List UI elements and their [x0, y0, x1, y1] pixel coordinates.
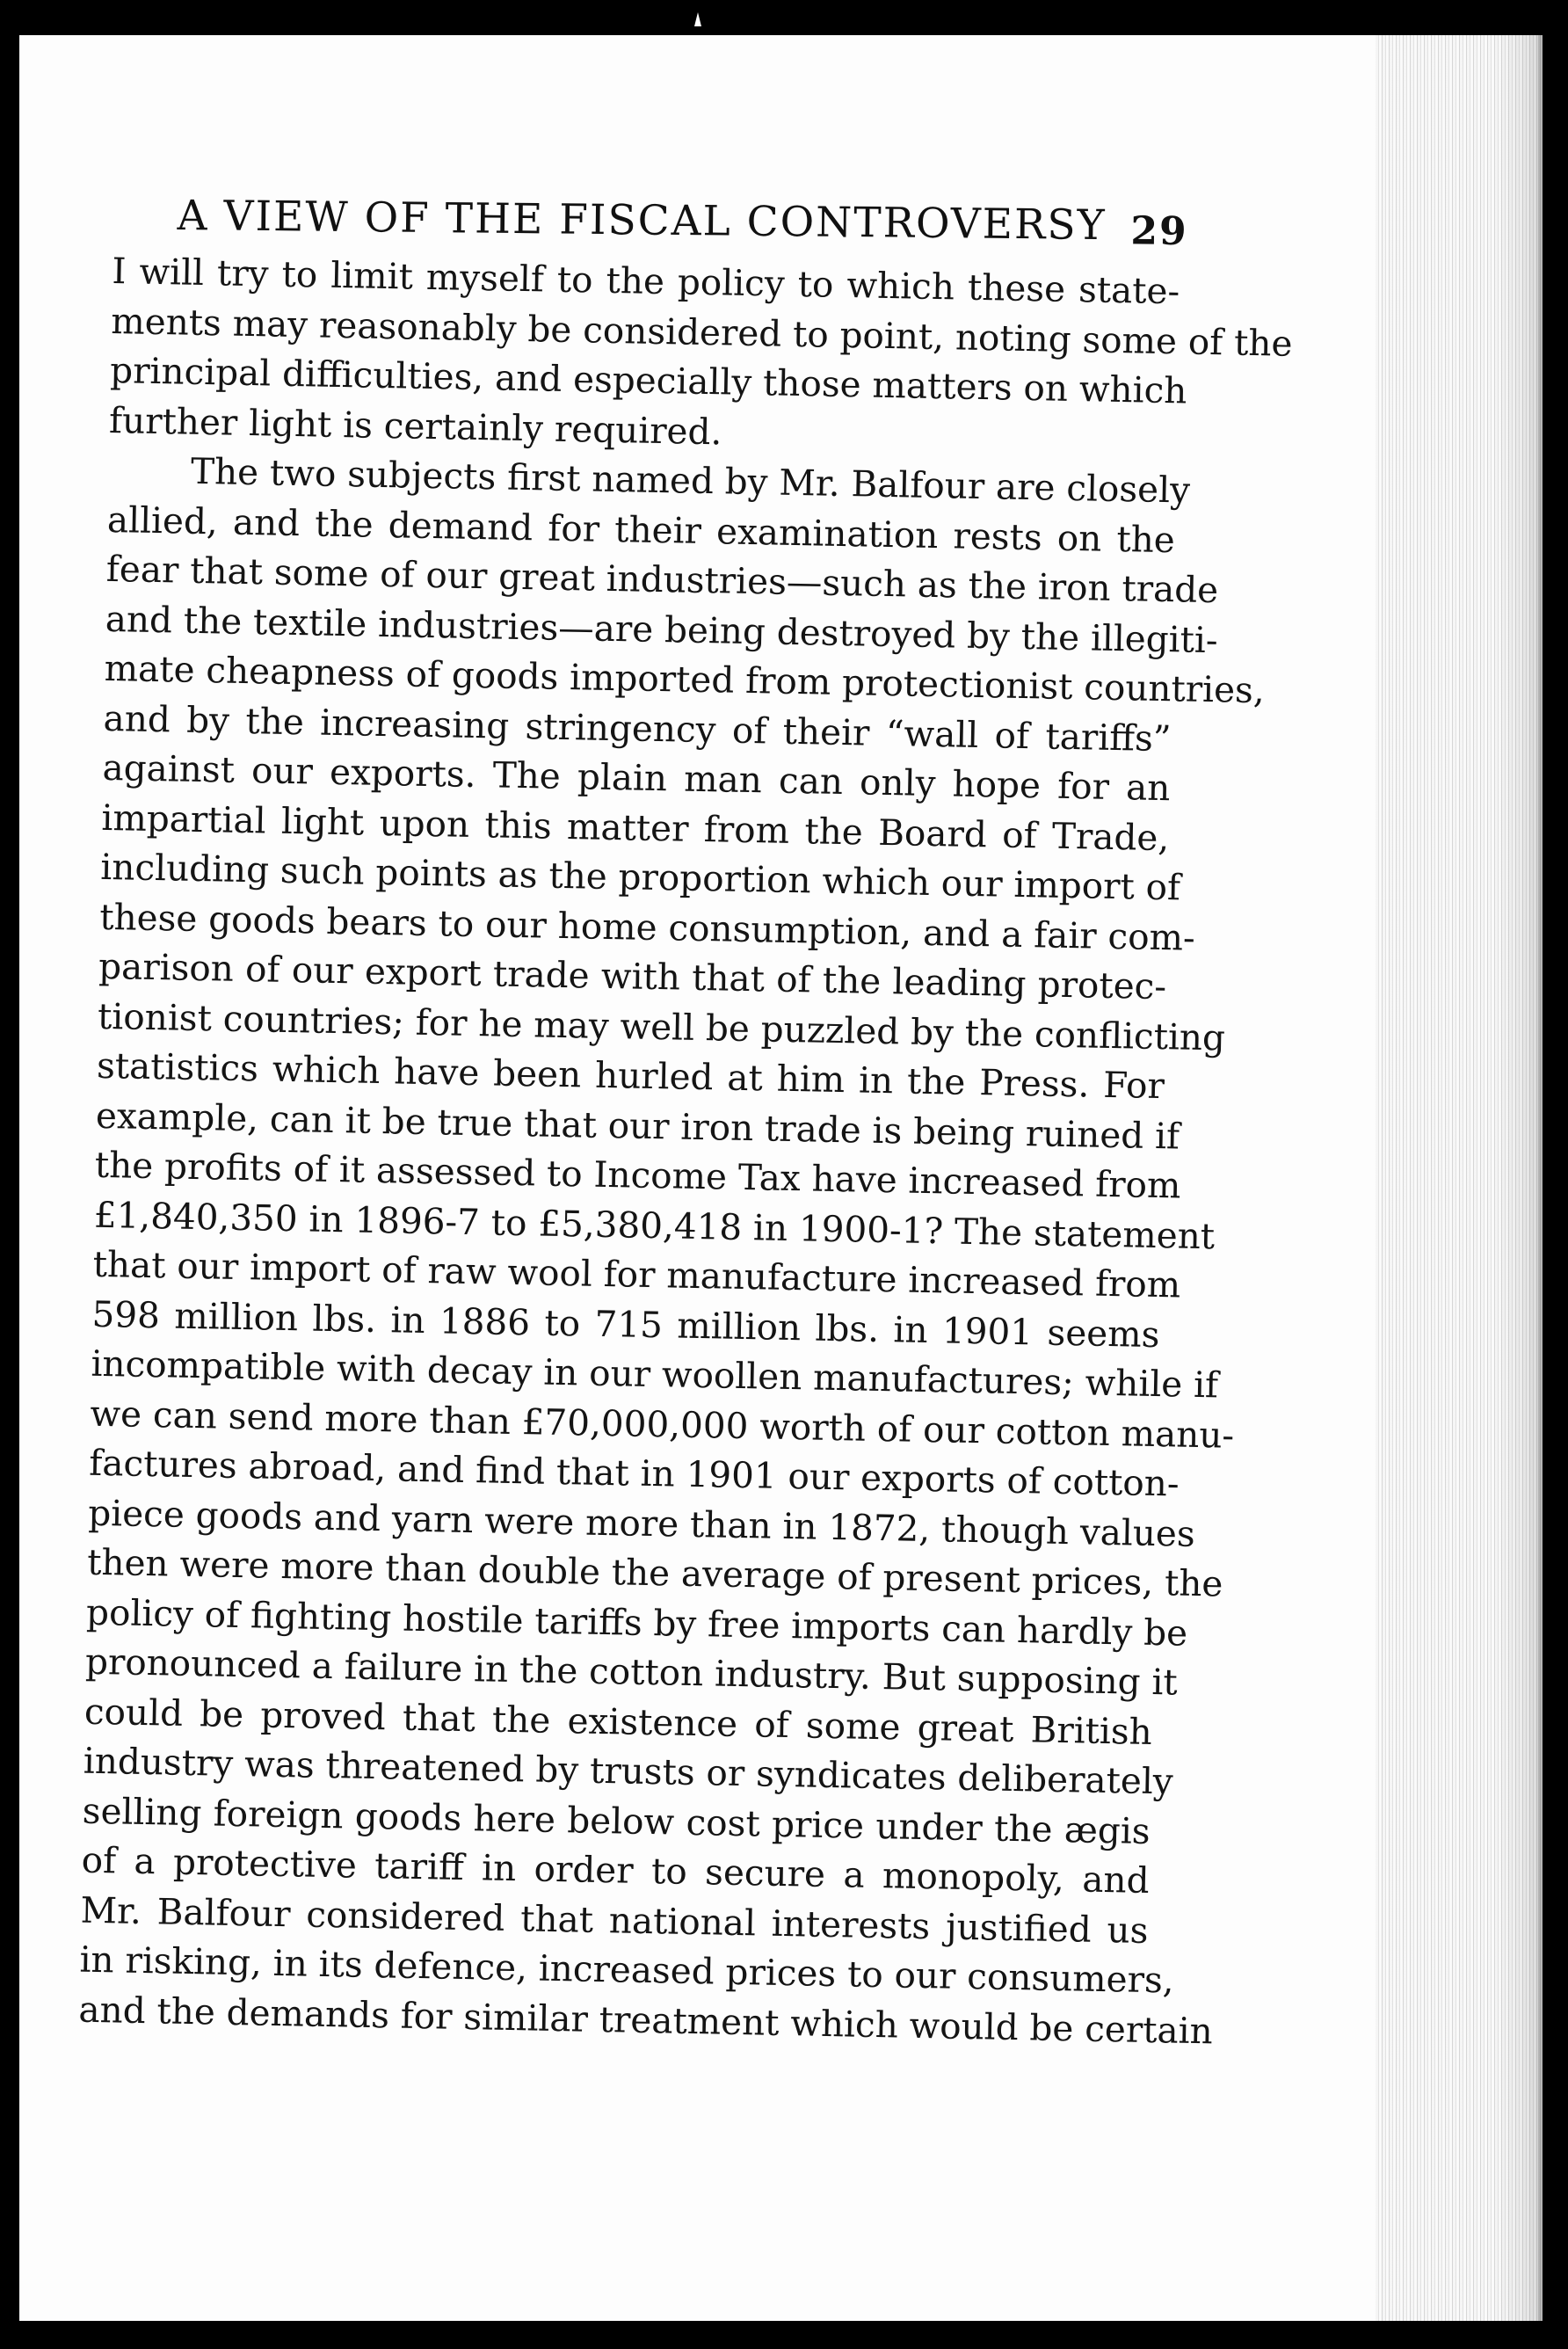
text-line: factures abroad, and find that in 1901 our exports of cotton- — [88, 1441, 1180, 1505]
text-line: piece goods and yarn were more than in 1872, though values — [87, 1491, 1196, 1555]
text-line: allied, and the demand for their examination rests on the — [106, 498, 1176, 561]
text-line: against our exports. The plain man can only hope for an — [102, 745, 1171, 810]
text-line: and by the increasing stringency of their “wall of tariffs” — [103, 696, 1172, 760]
text-line: including such points as the proportion which our import of — [99, 845, 1181, 909]
text-line: 598 million lbs. in 1886 to 715 million lbs. in 1901 seems — [91, 1292, 1160, 1356]
text-line: the profits of it assessed to Income Tax have increased from — [94, 1143, 1181, 1207]
text-line: we can send more than £70,000,000 worth of our cotton manu- — [90, 1392, 1235, 1457]
text-line: impartial light upon this matter from the Board of Trade, — [101, 796, 1170, 859]
text-line: tionist countries; for he may well be puzzled by the conflicting — [97, 994, 1226, 1058]
text-line: and the demands for similar treatment which would be certain — [78, 1988, 1214, 2052]
page-number: 29 — [1130, 208, 1188, 255]
text-line: I will try to limit myself to the policy to which these state- — [112, 249, 1180, 313]
text-line: incompatible with decay in our woollen manufactures; while if — [91, 1342, 1219, 1407]
scan-mark — [694, 12, 701, 26]
text-line: industry was threatened by trusts or syndicates deliberately — [83, 1739, 1174, 1803]
text-line: pronounced a failure in the cotton industry. But supposing it — [84, 1640, 1179, 1704]
text-line: parison of our export trade with that of the leading protec- — [98, 944, 1167, 1008]
text-line: mate cheapness of goods imported from protectionist countries, — [104, 646, 1266, 712]
body-text — [78, 246, 1293, 2054]
text-line: The two subjects first named by Mr. Balfour are closely — [190, 449, 1191, 512]
text-line: policy of fighting hostile tariffs by free imports can hardly be — [85, 1590, 1188, 1654]
text-line: fear that some of our great industries—such as the iron trade — [105, 547, 1219, 612]
text-line: example, can it be true that our iron trade is being ruined if — [95, 1094, 1180, 1157]
text-line: ments may reasonably be considered to point, noting some of the — [110, 299, 1293, 365]
page-edge-shadow — [1494, 35, 1543, 2321]
text-line: Mr. Balfour considered that national interests justified us — [80, 1888, 1149, 1952]
text-line: that our import of raw wool for manufacture increased from — [92, 1242, 1181, 1306]
text-line: further light is certainly required. — [108, 398, 722, 453]
text-line: principal difficulties, and especially those matters on which — [109, 348, 1187, 412]
text-line: £1,840,350 in 1896-7 to £5,380,418 in 1900-1? The statement — [93, 1193, 1216, 1257]
text-line: then were more than double the average of present prices, the — [86, 1540, 1223, 1605]
text-line: selling foreign goods here below cost price under the ægis — [82, 1789, 1151, 1852]
text-line: statistics which have been hurled at him in the Press. For — [96, 1044, 1165, 1108]
text-line: these goods bears to our home consumption, and a fair com- — [98, 895, 1196, 959]
text-line: and the textile industries—are being destroyed by the illegiti- — [105, 597, 1219, 661]
running-title: A VIEW OF THE FISCAL CONTROVERSY — [177, 192, 1107, 251]
text-line: could be proved that the existence of some great British — [83, 1690, 1153, 1753]
text-line: in risking, in its defence, increased prices to our consumers, — [79, 1938, 1175, 2002]
text-line: of a protective tariff in order to secure a monopoly, and — [81, 1838, 1150, 1902]
